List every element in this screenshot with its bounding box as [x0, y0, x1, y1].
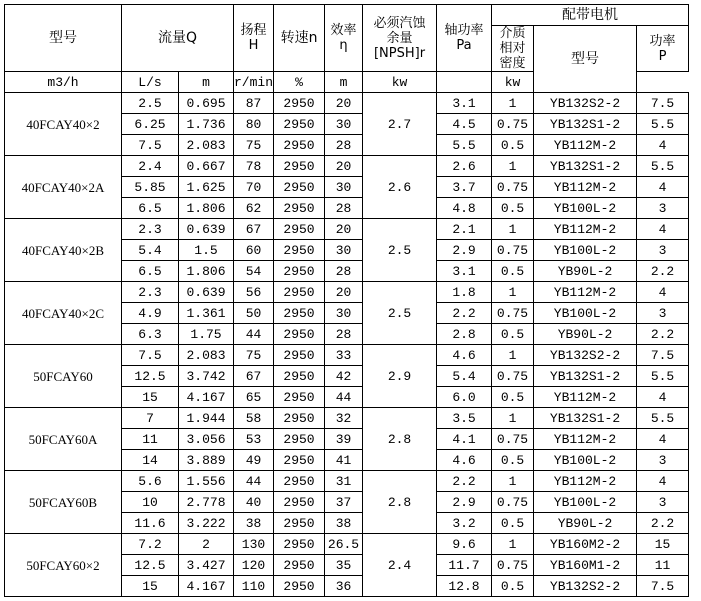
cell-motor-model: YB112M-2: [534, 429, 637, 450]
header-medium-density: [492, 26, 534, 72]
table-row: [5, 534, 689, 555]
cell-shaft-power: 2.9: [437, 240, 492, 261]
cell-pump-model: 50FCAY60B: [5, 471, 122, 534]
cell-motor-power: 5.5: [637, 114, 689, 135]
cell-pump-model: 50FCAY60A: [5, 408, 122, 471]
cell-efficiency: 20: [325, 282, 363, 303]
cell-head: 54: [234, 261, 274, 282]
table-row: [5, 282, 689, 303]
cell-motor-model: YB100L-2: [534, 303, 637, 324]
cell-motor-model: YB112M-2: [534, 471, 637, 492]
cell-head: 110: [234, 576, 274, 597]
cell-shaft-power: 1.8: [437, 282, 492, 303]
table-row: [5, 408, 689, 429]
cell-motor-model: YB132S2-2: [534, 345, 637, 366]
cell-motor-power: 3: [637, 492, 689, 513]
cell-efficiency: 28: [325, 324, 363, 345]
cell-motor-model: YB90L-2: [534, 324, 637, 345]
cell-head: 78: [234, 156, 274, 177]
cell-motor-model: YB132S1-2: [534, 156, 637, 177]
cell-motor-power: 7.5: [637, 345, 689, 366]
cell-shaft-power: 4.6: [437, 450, 492, 471]
cell-shaft-power: 6.0: [437, 387, 492, 408]
cell-motor-power: 4: [637, 282, 689, 303]
cell-speed: 2950: [274, 513, 325, 534]
cell-density: 0.5: [492, 513, 534, 534]
cell-density: 0.5: [492, 198, 534, 219]
cell-density: 0.75: [492, 114, 534, 135]
cell-head: 40: [234, 492, 274, 513]
cell-npsh: 2.7: [363, 93, 437, 156]
cell-flow-ls: 1.361: [179, 303, 234, 324]
cell-motor-power: 2.2: [637, 324, 689, 345]
cell-flow-m3h: 2.4: [122, 156, 179, 177]
cell-motor-power: 7.5: [637, 93, 689, 114]
cell-flow-ls: 1.736: [179, 114, 234, 135]
cell-speed: 2950: [274, 366, 325, 387]
cell-flow-ls: 2.083: [179, 345, 234, 366]
header-motor-power-line2: P: [658, 48, 667, 64]
cell-speed: 2950: [274, 156, 325, 177]
cell-flow-ls: 3.056: [179, 429, 234, 450]
cell-density: 0.5: [492, 324, 534, 345]
cell-density: 1: [492, 282, 534, 303]
cell-flow-m3h: 7.5: [122, 135, 179, 156]
unit-shaft-power: kw: [363, 72, 437, 93]
cell-flow-ls: 1.625: [179, 177, 234, 198]
cell-head: 65: [234, 387, 274, 408]
cell-flow-m3h: 14: [122, 450, 179, 471]
table-body: [5, 5, 689, 597]
cell-flow-m3h: 11: [122, 429, 179, 450]
cell-npsh: 2.8: [363, 471, 437, 534]
header-row-1: [5, 5, 689, 26]
cell-head: 80: [234, 114, 274, 135]
cell-flow-ls: 1.806: [179, 198, 234, 219]
cell-shaft-power: 4.5: [437, 114, 492, 135]
cell-motor-model: YB132S2-2: [534, 576, 637, 597]
cell-pump-model: 40FCAY40×2C: [5, 282, 122, 345]
cell-motor-model: YB100L-2: [534, 240, 637, 261]
cell-flow-m3h: 2.3: [122, 219, 179, 240]
cell-efficiency: 28: [325, 135, 363, 156]
cell-flow-m3h: 11.6: [122, 513, 179, 534]
header-motor-model: 型号: [534, 26, 637, 93]
cell-flow-m3h: 7: [122, 408, 179, 429]
cell-flow-ls: 2: [179, 534, 234, 555]
cell-flow-ls: 1.806: [179, 261, 234, 282]
cell-head: 60: [234, 240, 274, 261]
cell-motor-power: 4: [637, 219, 689, 240]
cell-density: 0.75: [492, 429, 534, 450]
header-shaft-power-line1: 轴功率: [444, 23, 484, 38]
cell-flow-ls: 0.639: [179, 219, 234, 240]
cell-pump-model: 50FCAY60×2: [5, 534, 122, 597]
cell-shaft-power: 2.6: [437, 156, 492, 177]
header-head-line1: 扬程: [240, 23, 267, 38]
cell-shaft-power: 3.5: [437, 408, 492, 429]
cell-motor-power: 3: [637, 303, 689, 324]
cell-shaft-power: 9.6: [437, 534, 492, 555]
cell-flow-ls: 0.667: [179, 156, 234, 177]
cell-motor-power: 4: [637, 177, 689, 198]
header-motor-group: 配带电机: [492, 5, 689, 26]
cell-npsh: 2.8: [363, 408, 437, 471]
cell-shaft-power: 2.2: [437, 471, 492, 492]
cell-speed: 2950: [274, 429, 325, 450]
cell-flow-m3h: 12.5: [122, 366, 179, 387]
table-row: [5, 345, 689, 366]
header-efficiency-line1: 效率: [330, 23, 357, 38]
cell-efficiency: 30: [325, 240, 363, 261]
header-motor-power: [637, 26, 689, 72]
cell-head: 130: [234, 534, 274, 555]
cell-speed: 2950: [274, 492, 325, 513]
unit-motor-power: kw: [492, 72, 534, 93]
cell-flow-m3h: 7.2: [122, 534, 179, 555]
cell-pump-model: 50FCAY60: [5, 345, 122, 408]
cell-head: 62: [234, 198, 274, 219]
cell-density: 1: [492, 471, 534, 492]
header-efficiency: [325, 5, 363, 72]
cell-efficiency: 32: [325, 408, 363, 429]
cell-shaft-power: 11.7: [437, 555, 492, 576]
cell-motor-model: YB132S1-2: [534, 114, 637, 135]
cell-pump-model: 40FCAY40×2A: [5, 156, 122, 219]
cell-npsh: 2.6: [363, 156, 437, 219]
cell-head: 75: [234, 135, 274, 156]
cell-motor-model: YB100L-2: [534, 492, 637, 513]
cell-shaft-power: 4.6: [437, 345, 492, 366]
cell-density: 0.75: [492, 555, 534, 576]
cell-motor-power: 11: [637, 555, 689, 576]
cell-shaft-power: 5.4: [437, 366, 492, 387]
cell-npsh: 2.5: [363, 219, 437, 282]
header-flow: 流量Q: [122, 5, 234, 72]
cell-efficiency: 30: [325, 303, 363, 324]
cell-motor-power: 15: [637, 534, 689, 555]
cell-efficiency: 30: [325, 177, 363, 198]
cell-flow-m3h: 5.4: [122, 240, 179, 261]
cell-head: 38: [234, 513, 274, 534]
cell-head: 75: [234, 345, 274, 366]
cell-speed: 2950: [274, 282, 325, 303]
header-head: [234, 5, 274, 72]
cell-flow-ls: 3.427: [179, 555, 234, 576]
cell-shaft-power: 3.1: [437, 93, 492, 114]
cell-npsh: 2.9: [363, 345, 437, 408]
cell-head: 44: [234, 324, 274, 345]
cell-shaft-power: 2.1: [437, 219, 492, 240]
header-model: 型号: [5, 5, 122, 72]
cell-shaft-power: 5.5: [437, 135, 492, 156]
table-row: [5, 219, 689, 240]
cell-density: 0.5: [492, 261, 534, 282]
header-npsh-line2: 余量: [386, 30, 413, 46]
cell-motor-model: YB100L-2: [534, 198, 637, 219]
cell-head: 70: [234, 177, 274, 198]
cell-density: 0.75: [492, 240, 534, 261]
cell-flow-ls: 1.5: [179, 240, 234, 261]
cell-shaft-power: 3.2: [437, 513, 492, 534]
cell-efficiency: 28: [325, 261, 363, 282]
cell-motor-model: YB112M-2: [534, 177, 637, 198]
cell-density: 1: [492, 408, 534, 429]
cell-flow-m3h: 10: [122, 492, 179, 513]
cell-motor-power: 4: [637, 387, 689, 408]
cell-motor-power: 7.5: [637, 576, 689, 597]
cell-motor-power: 3: [637, 450, 689, 471]
cell-motor-power: 4: [637, 135, 689, 156]
cell-efficiency: 20: [325, 156, 363, 177]
cell-motor-model: YB132S1-2: [534, 408, 637, 429]
cell-flow-m3h: 15: [122, 576, 179, 597]
header-npsh-line3: [NPSH]r: [373, 45, 426, 61]
cell-speed: 2950: [274, 471, 325, 492]
cell-motor-model: YB112M-2: [534, 282, 637, 303]
unit-efficiency: %: [274, 72, 325, 93]
cell-density: 1: [492, 345, 534, 366]
cell-motor-model: YB160M1-2: [534, 555, 637, 576]
cell-speed: 2950: [274, 450, 325, 471]
cell-motor-model: YB100L-2: [534, 450, 637, 471]
cell-shaft-power: 4.8: [437, 198, 492, 219]
cell-motor-power: 3: [637, 240, 689, 261]
cell-shaft-power: 3.7: [437, 177, 492, 198]
header-density-line3: 密度: [499, 56, 526, 71]
cell-motor-power: 2.2: [637, 261, 689, 282]
cell-density: 0.75: [492, 303, 534, 324]
cell-density: 1: [492, 219, 534, 240]
cell-motor-model: YB90L-2: [534, 261, 637, 282]
cell-speed: 2950: [274, 219, 325, 240]
cell-pump-model: 40FCAY40×2B: [5, 219, 122, 282]
cell-density: 0.75: [492, 366, 534, 387]
cell-shaft-power: 4.1: [437, 429, 492, 450]
cell-efficiency: 33: [325, 345, 363, 366]
cell-head: 56: [234, 282, 274, 303]
cell-efficiency: 39: [325, 429, 363, 450]
cell-head: 87: [234, 93, 274, 114]
cell-flow-ls: 2.778: [179, 492, 234, 513]
cell-efficiency: 41: [325, 450, 363, 471]
cell-npsh: 2.4: [363, 534, 437, 597]
cell-speed: 2950: [274, 345, 325, 366]
cell-density: 0.5: [492, 135, 534, 156]
cell-flow-ls: 3.889: [179, 450, 234, 471]
unit-speed: r/min: [234, 72, 274, 93]
cell-speed: 2950: [274, 555, 325, 576]
cell-flow-ls: 4.167: [179, 387, 234, 408]
cell-density: 0.75: [492, 177, 534, 198]
cell-motor-power: 4: [637, 471, 689, 492]
cell-flow-m3h: 2.5: [122, 93, 179, 114]
cell-flow-ls: 3.742: [179, 366, 234, 387]
unit-flow-ls: L/s: [122, 72, 179, 93]
cell-motor-power: 5.5: [637, 156, 689, 177]
cell-speed: 2950: [274, 177, 325, 198]
cell-motor-model: YB132S1-2: [534, 366, 637, 387]
cell-efficiency: 42: [325, 366, 363, 387]
cell-head: 50: [234, 303, 274, 324]
cell-density: 0.75: [492, 492, 534, 513]
unit-npsh: m: [325, 72, 363, 93]
cell-flow-m3h: 5.85: [122, 177, 179, 198]
unit-density-blank: [437, 72, 492, 93]
table-row: [5, 471, 689, 492]
cell-speed: 2950: [274, 135, 325, 156]
cell-flow-ls: 3.222: [179, 513, 234, 534]
cell-motor-model: YB112M-2: [534, 135, 637, 156]
cell-shaft-power: 12.8: [437, 576, 492, 597]
header-npsh: [363, 5, 437, 72]
cell-density: 1: [492, 156, 534, 177]
cell-flow-ls: 1.75: [179, 324, 234, 345]
cell-flow-m3h: 5.6: [122, 471, 179, 492]
cell-efficiency: 35: [325, 555, 363, 576]
cell-flow-m3h: 2.3: [122, 282, 179, 303]
table-row: [5, 156, 689, 177]
cell-efficiency: 31: [325, 471, 363, 492]
cell-shaft-power: 2.2: [437, 303, 492, 324]
cell-efficiency: 38: [325, 513, 363, 534]
table-row: [5, 93, 689, 114]
cell-speed: 2950: [274, 240, 325, 261]
pump-spec-table: [4, 4, 689, 597]
cell-efficiency: 44: [325, 387, 363, 408]
cell-flow-m3h: 6.5: [122, 198, 179, 219]
cell-efficiency: 26.5: [325, 534, 363, 555]
header-motor-power-line1: 功率: [649, 33, 676, 49]
cell-density: 0.5: [492, 450, 534, 471]
cell-speed: 2950: [274, 198, 325, 219]
cell-head: 120: [234, 555, 274, 576]
cell-flow-ls: 1.944: [179, 408, 234, 429]
cell-motor-power: 2.2: [637, 513, 689, 534]
cell-motor-model: YB160M2-2: [534, 534, 637, 555]
header-shaft-power: [437, 5, 492, 72]
cell-shaft-power: 2.9: [437, 492, 492, 513]
header-shaft-power-line2: Pa: [456, 38, 472, 53]
unit-head: m: [179, 72, 234, 93]
header-density-line1: 介质: [499, 26, 526, 41]
cell-flow-m3h: 6.3: [122, 324, 179, 345]
cell-efficiency: 28: [325, 198, 363, 219]
cell-efficiency: 20: [325, 219, 363, 240]
header-speed: 转速n: [274, 5, 325, 72]
cell-motor-power: 5.5: [637, 366, 689, 387]
cell-flow-m3h: 7.5: [122, 345, 179, 366]
cell-efficiency: 37: [325, 492, 363, 513]
cell-flow-m3h: 15: [122, 387, 179, 408]
cell-flow-ls: 1.556: [179, 471, 234, 492]
cell-head: 58: [234, 408, 274, 429]
cell-head: 49: [234, 450, 274, 471]
cell-head: 67: [234, 219, 274, 240]
cell-speed: 2950: [274, 534, 325, 555]
cell-speed: 2950: [274, 324, 325, 345]
cell-density: 1: [492, 534, 534, 555]
cell-flow-m3h: 6.25: [122, 114, 179, 135]
cell-shaft-power: 2.8: [437, 324, 492, 345]
cell-speed: 2950: [274, 261, 325, 282]
cell-flow-ls: 0.639: [179, 282, 234, 303]
cell-efficiency: 36: [325, 576, 363, 597]
unit-flow-m3h: m3/h: [5, 72, 122, 93]
cell-head: 53: [234, 429, 274, 450]
cell-head: 44: [234, 471, 274, 492]
cell-motor-model: YB90L-2: [534, 513, 637, 534]
header-npsh-line1: 必须汽蚀: [373, 15, 426, 31]
cell-flow-ls: 4.167: [179, 576, 234, 597]
cell-density: 0.5: [492, 387, 534, 408]
cell-motor-power: 5.5: [637, 408, 689, 429]
cell-speed: 2950: [274, 93, 325, 114]
cell-motor-power: 4: [637, 429, 689, 450]
cell-npsh: 2.5: [363, 282, 437, 345]
cell-flow-ls: 0.695: [179, 93, 234, 114]
cell-shaft-power: 3.1: [437, 261, 492, 282]
cell-motor-model: YB112M-2: [534, 387, 637, 408]
cell-motor-power: 3: [637, 198, 689, 219]
cell-pump-model: 40FCAY40×2: [5, 93, 122, 156]
cell-efficiency: 20: [325, 93, 363, 114]
cell-speed: 2950: [274, 387, 325, 408]
header-head-line2: H: [248, 38, 259, 53]
cell-motor-model: YB132S2-2: [534, 93, 637, 114]
header-efficiency-line2: η: [339, 38, 348, 53]
cell-speed: 2950: [274, 303, 325, 324]
cell-flow-m3h: 12.5: [122, 555, 179, 576]
cell-speed: 2950: [274, 576, 325, 597]
cell-flow-m3h: 6.5: [122, 261, 179, 282]
cell-density: 1: [492, 93, 534, 114]
cell-speed: 2950: [274, 408, 325, 429]
cell-flow-ls: 2.083: [179, 135, 234, 156]
cell-density: 0.5: [492, 576, 534, 597]
header-density-line2: 相对: [499, 41, 526, 56]
cell-efficiency: 30: [325, 114, 363, 135]
spec-table-container: [4, 4, 689, 597]
cell-motor-model: YB112M-2: [534, 219, 637, 240]
cell-flow-m3h: 4.9: [122, 303, 179, 324]
cell-head: 67: [234, 366, 274, 387]
cell-speed: 2950: [274, 114, 325, 135]
